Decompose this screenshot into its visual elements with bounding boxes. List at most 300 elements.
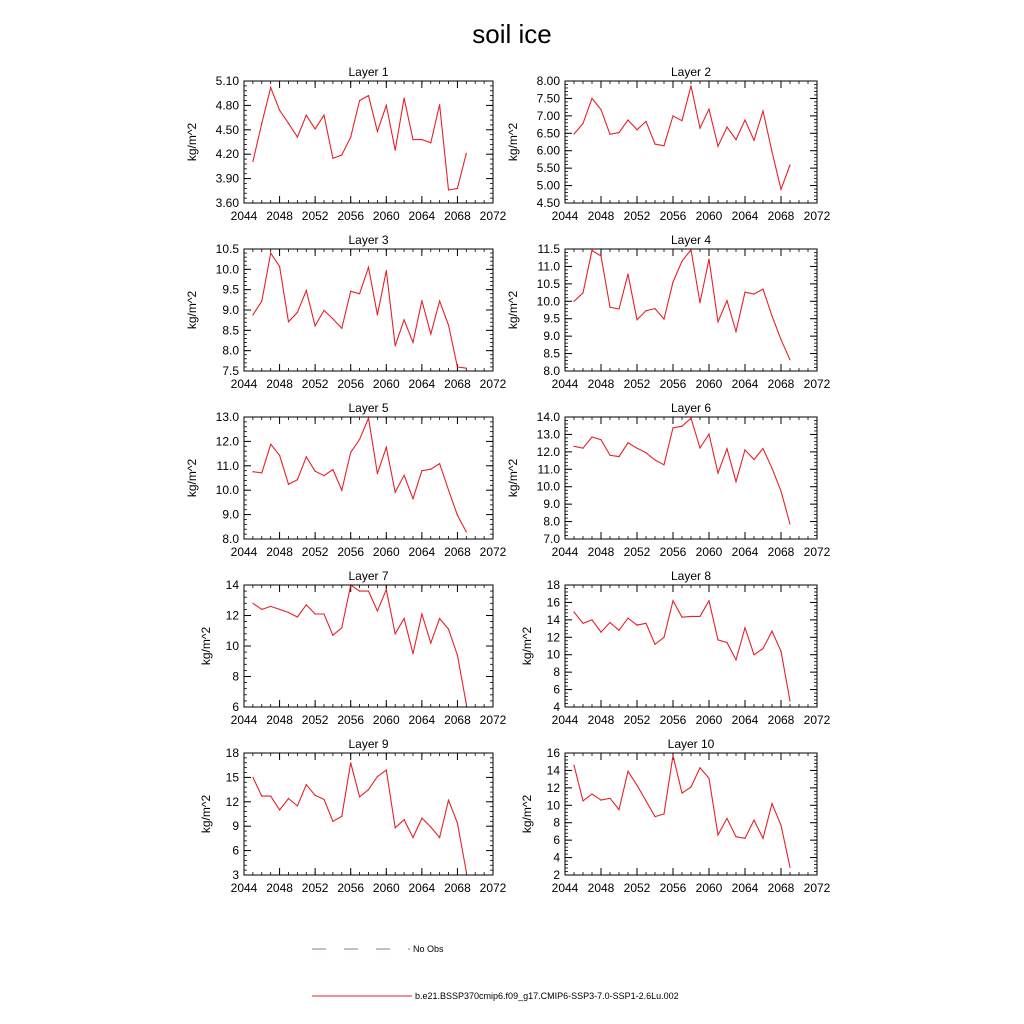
data-point xyxy=(412,139,413,140)
panel-7 xyxy=(199,569,507,727)
data-point xyxy=(699,447,700,448)
data-point xyxy=(323,115,324,116)
panel-2 xyxy=(506,65,831,223)
data-point xyxy=(600,439,601,440)
data-point xyxy=(609,455,610,456)
data-point xyxy=(359,439,360,440)
panel-title: Layer 5 xyxy=(348,401,389,415)
y-tick-label: 15 xyxy=(225,770,239,785)
y-tick-label: 14 xyxy=(546,612,560,627)
data-point xyxy=(297,805,298,806)
data-point xyxy=(636,129,637,130)
data-point xyxy=(377,776,378,777)
y-axis-label: kg/m^2 xyxy=(506,122,520,162)
y-tick-label: 10.5 xyxy=(215,242,239,256)
data-point xyxy=(261,123,262,124)
x-tick-label: 2072 xyxy=(803,713,831,727)
data-point xyxy=(645,121,646,122)
data-point xyxy=(457,188,458,189)
data-point xyxy=(672,282,673,283)
data-point xyxy=(270,796,271,797)
y-tick-label: 9.5 xyxy=(222,282,239,297)
data-point xyxy=(350,137,351,138)
x-tick-label: 2052 xyxy=(623,881,651,895)
data-point xyxy=(771,803,772,804)
plot-frame xyxy=(565,81,817,203)
data-point xyxy=(350,291,351,292)
x-tick-label: 2064 xyxy=(731,209,759,223)
x-tick-label: 2056 xyxy=(337,545,365,559)
data-point xyxy=(448,189,449,190)
data-point xyxy=(636,625,637,626)
y-tick-label: 8.00 xyxy=(536,74,560,88)
data-point xyxy=(789,359,790,360)
series-line xyxy=(253,585,466,704)
data-point xyxy=(591,250,592,251)
data-point xyxy=(368,789,369,790)
data-point xyxy=(279,110,280,111)
x-tick-label: 2044 xyxy=(230,713,258,727)
y-tick-label: 8.0 xyxy=(222,343,239,358)
y-tick-label: 7.5 xyxy=(222,364,239,378)
y-axis-label: kg/m^2 xyxy=(506,290,520,330)
data-point xyxy=(457,822,458,823)
x-tick-label: 2052 xyxy=(301,209,329,223)
data-point xyxy=(404,475,405,476)
data-point xyxy=(395,827,396,828)
data-point xyxy=(252,471,253,472)
data-point xyxy=(448,324,449,325)
data-point xyxy=(600,109,601,110)
x-tick-label: 2048 xyxy=(587,377,615,391)
data-point xyxy=(618,456,619,457)
data-point xyxy=(762,289,763,290)
data-point xyxy=(306,115,307,116)
data-point xyxy=(430,469,431,470)
data-point xyxy=(672,115,673,116)
data-point xyxy=(762,648,763,649)
data-point xyxy=(386,105,387,106)
x-tick-label: 2052 xyxy=(623,545,651,559)
data-point xyxy=(753,140,754,141)
data-point xyxy=(681,261,682,262)
x-tick-label: 2060 xyxy=(695,881,723,895)
data-point xyxy=(412,653,413,654)
data-point xyxy=(439,104,440,105)
plot-frame xyxy=(244,417,493,539)
y-tick-label: 9.5 xyxy=(543,311,560,326)
data-point xyxy=(395,150,396,151)
y-tick-label: 10.0 xyxy=(536,479,560,494)
x-tick-label: 2068 xyxy=(444,545,471,559)
data-point xyxy=(377,314,378,315)
data-point xyxy=(332,635,333,636)
data-point xyxy=(270,87,271,88)
x-tick-label: 2056 xyxy=(659,377,687,391)
data-point xyxy=(789,867,790,868)
x-tick-label: 2056 xyxy=(337,209,365,223)
y-tick-label: 18 xyxy=(546,578,560,592)
data-point xyxy=(421,613,422,614)
data-point xyxy=(573,301,574,302)
data-point xyxy=(726,448,727,449)
y-tick-label: 9.0 xyxy=(543,497,560,512)
data-point xyxy=(341,490,342,491)
data-point xyxy=(717,146,718,147)
data-point xyxy=(690,85,691,86)
y-tick-label: 8 xyxy=(553,665,560,680)
data-point xyxy=(627,119,628,120)
x-tick-label: 2068 xyxy=(767,377,795,391)
data-point xyxy=(681,426,682,427)
legend xyxy=(312,944,679,1001)
data-point xyxy=(789,523,790,524)
y-tick-label: 8.5 xyxy=(543,346,560,361)
data-point xyxy=(618,630,619,631)
series-line xyxy=(253,88,466,191)
x-tick-label: 2064 xyxy=(731,713,759,727)
x-tick-label: 2068 xyxy=(767,881,795,895)
data-point xyxy=(323,613,324,614)
data-point xyxy=(573,446,574,447)
figure-title: soil ice xyxy=(472,19,552,49)
data-point xyxy=(654,308,655,309)
x-tick-label: 2064 xyxy=(408,209,436,223)
y-axis-label: kg/m^2 xyxy=(199,626,213,666)
x-tick-label: 2064 xyxy=(731,545,759,559)
y-tick-label: 18 xyxy=(225,746,239,760)
x-tick-label: 2068 xyxy=(444,713,471,727)
data-point xyxy=(609,798,610,799)
data-point xyxy=(288,612,289,613)
data-point xyxy=(261,796,262,797)
x-tick-label: 2072 xyxy=(803,881,831,895)
x-tick-label: 2048 xyxy=(266,209,293,223)
data-point xyxy=(288,321,289,322)
data-point xyxy=(332,318,333,319)
data-point xyxy=(297,479,298,480)
y-tick-label: 10.0 xyxy=(536,294,560,309)
y-tick-label: 6.50 xyxy=(536,126,560,141)
data-point xyxy=(404,819,405,820)
data-point xyxy=(341,328,342,329)
panel-3 xyxy=(185,233,507,391)
data-point xyxy=(735,331,736,332)
panel-5 xyxy=(185,401,507,559)
y-tick-label: 11.0 xyxy=(537,259,560,274)
x-tick-label: 2044 xyxy=(230,377,258,391)
data-point xyxy=(726,300,727,301)
data-point xyxy=(726,818,727,819)
data-point xyxy=(735,836,736,837)
legend-no-obs-label: No Obs xyxy=(413,944,444,954)
data-point xyxy=(323,475,324,476)
y-tick-label: 3.90 xyxy=(215,171,239,186)
data-point xyxy=(279,809,280,810)
y-tick-label: 4.50 xyxy=(215,122,239,137)
data-point xyxy=(270,606,271,607)
panel-10 xyxy=(520,737,831,895)
y-tick-label: 4 xyxy=(553,850,560,865)
series-line xyxy=(574,756,790,868)
data-point xyxy=(717,834,718,835)
data-point xyxy=(306,604,307,605)
data-point xyxy=(600,632,601,633)
y-tick-label: 12 xyxy=(546,630,560,645)
data-point xyxy=(421,139,422,140)
data-point xyxy=(654,144,655,145)
x-tick-label: 2060 xyxy=(695,377,723,391)
y-tick-label: 13.0 xyxy=(215,410,239,424)
data-point xyxy=(636,448,637,449)
y-tick-label: 8.0 xyxy=(222,532,239,546)
x-tick-label: 2072 xyxy=(479,209,507,223)
y-tick-label: 14 xyxy=(546,763,560,778)
y-tick-label: 6.00 xyxy=(536,143,560,158)
y-tick-label: 16 xyxy=(546,595,560,610)
y-tick-label: 12 xyxy=(546,780,560,795)
data-point xyxy=(744,627,745,628)
data-point xyxy=(297,616,298,617)
data-point xyxy=(663,464,664,465)
data-point xyxy=(672,427,673,428)
data-point xyxy=(591,98,592,99)
x-tick-label: 2056 xyxy=(337,881,365,895)
data-point xyxy=(332,821,333,822)
data-point xyxy=(735,481,736,482)
data-point xyxy=(359,293,360,294)
y-axis-label: kg/m^2 xyxy=(185,290,199,330)
y-tick-label: 10.5 xyxy=(536,276,560,291)
x-tick-label: 2072 xyxy=(479,881,507,895)
data-point xyxy=(636,785,637,786)
series-line xyxy=(253,763,466,872)
data-point xyxy=(261,609,262,610)
data-point xyxy=(252,161,253,162)
data-point xyxy=(735,139,736,140)
data-point xyxy=(297,312,298,313)
data-point xyxy=(708,109,709,110)
data-point xyxy=(377,473,378,474)
data-point xyxy=(315,795,316,796)
y-axis-label: kg/m^2 xyxy=(185,458,199,498)
data-point xyxy=(645,800,646,801)
data-point xyxy=(315,471,316,472)
y-tick-label: 12.0 xyxy=(215,434,239,449)
data-point xyxy=(753,654,754,655)
x-tick-label: 2068 xyxy=(444,881,471,895)
data-point xyxy=(421,300,422,301)
data-point xyxy=(252,777,253,778)
y-tick-label: 5.10 xyxy=(215,74,239,88)
data-point xyxy=(618,308,619,309)
data-point xyxy=(261,472,262,473)
data-point xyxy=(789,700,790,701)
panel-title: Layer 3 xyxy=(348,233,389,247)
y-tick-label: 10 xyxy=(546,647,560,662)
data-point xyxy=(315,128,316,129)
data-point xyxy=(252,314,253,315)
data-point xyxy=(448,800,449,801)
x-tick-label: 2044 xyxy=(230,545,258,559)
data-point xyxy=(753,293,754,294)
x-tick-label: 2044 xyxy=(230,209,258,223)
y-tick-label: 10 xyxy=(546,798,560,813)
y-tick-label: 8 xyxy=(553,815,560,830)
x-tick-label: 2072 xyxy=(803,545,831,559)
data-point xyxy=(377,131,378,132)
data-point xyxy=(618,132,619,133)
x-tick-label: 2072 xyxy=(479,377,507,391)
data-point xyxy=(421,818,422,819)
y-tick-label: 7.00 xyxy=(536,108,560,123)
x-tick-label: 2064 xyxy=(408,881,436,895)
data-point xyxy=(404,319,405,320)
x-tick-label: 2072 xyxy=(803,377,831,391)
data-point xyxy=(279,609,280,610)
data-point xyxy=(780,491,781,492)
data-point xyxy=(726,642,727,643)
y-tick-label: 4.80 xyxy=(215,98,239,113)
data-point xyxy=(735,659,736,660)
data-point xyxy=(753,820,754,821)
data-point xyxy=(341,627,342,628)
x-tick-label: 2056 xyxy=(659,881,687,895)
data-point xyxy=(368,417,369,418)
data-point xyxy=(270,444,271,445)
data-point xyxy=(332,469,333,470)
data-point xyxy=(297,137,298,138)
data-point xyxy=(395,345,396,346)
data-point xyxy=(448,489,449,490)
data-point xyxy=(672,755,673,756)
x-tick-label: 2064 xyxy=(408,545,436,559)
data-point xyxy=(645,623,646,624)
y-tick-label: 5.50 xyxy=(536,161,560,176)
panel-1 xyxy=(185,65,507,223)
y-tick-label: 6 xyxy=(232,700,239,714)
data-point xyxy=(404,618,405,619)
x-tick-label: 2052 xyxy=(301,545,329,559)
data-point xyxy=(439,837,440,838)
data-point xyxy=(582,448,583,449)
x-tick-label: 2064 xyxy=(731,881,759,895)
data-point xyxy=(726,126,727,127)
data-point xyxy=(762,110,763,111)
data-point xyxy=(672,600,673,601)
panel-title: Layer 4 xyxy=(670,233,712,247)
data-point xyxy=(395,633,396,634)
y-tick-label: 6 xyxy=(553,833,560,848)
data-point xyxy=(690,786,691,787)
data-point xyxy=(744,449,745,450)
data-point xyxy=(341,816,342,817)
data-point xyxy=(654,816,655,817)
x-tick-label: 2068 xyxy=(767,209,795,223)
x-tick-label: 2044 xyxy=(551,545,579,559)
data-point xyxy=(270,253,271,254)
y-tick-label: 8 xyxy=(232,669,239,684)
data-point xyxy=(771,468,772,469)
data-point xyxy=(439,463,440,464)
y-tick-label: 4.50 xyxy=(536,196,560,210)
x-tick-label: 2072 xyxy=(479,713,507,727)
data-point xyxy=(457,366,458,367)
panel-9 xyxy=(199,737,507,895)
x-tick-label: 2056 xyxy=(337,377,365,391)
y-tick-label: 11.5 xyxy=(537,242,560,256)
x-tick-label: 2068 xyxy=(767,545,795,559)
data-point xyxy=(663,319,664,320)
data-point xyxy=(681,120,682,121)
y-tick-label: 16 xyxy=(546,746,560,760)
y-tick-label: 2 xyxy=(553,868,560,882)
data-point xyxy=(582,623,583,624)
data-point xyxy=(582,123,583,124)
series-line xyxy=(253,253,466,368)
data-point xyxy=(717,321,718,322)
data-point xyxy=(780,339,781,340)
data-point xyxy=(448,629,449,630)
data-point xyxy=(395,492,396,493)
x-tick-label: 2060 xyxy=(372,713,400,727)
data-point xyxy=(350,762,351,763)
data-point xyxy=(306,784,307,785)
data-point xyxy=(359,591,360,592)
data-point xyxy=(386,270,387,271)
data-point xyxy=(699,616,700,617)
data-point xyxy=(627,274,628,275)
x-tick-label: 2048 xyxy=(266,377,293,391)
y-tick-label: 12.0 xyxy=(536,444,560,459)
x-tick-label: 2052 xyxy=(301,713,329,727)
x-tick-label: 2048 xyxy=(266,881,293,895)
data-point xyxy=(412,498,413,499)
x-tick-label: 2060 xyxy=(372,545,400,559)
y-axis-label: kg/m^2 xyxy=(520,626,534,666)
data-point xyxy=(386,447,387,448)
y-axis-label: kg/m^2 xyxy=(185,122,199,162)
data-point xyxy=(279,455,280,456)
data-point xyxy=(717,473,718,474)
data-point xyxy=(771,631,772,632)
panel-title: Layer 1 xyxy=(348,65,389,79)
legend-model-label: b.e21.BSSP370cmip6.f09_g17.CMIP6-SSP3-7.0-SSP1-2.6Lu.002 xyxy=(415,991,679,1001)
data-point xyxy=(315,325,316,326)
y-tick-label: 8.5 xyxy=(222,323,239,338)
data-point xyxy=(708,434,709,435)
data-point xyxy=(466,368,467,369)
data-point xyxy=(359,796,360,797)
panel-8 xyxy=(520,569,831,727)
x-tick-label: 2044 xyxy=(230,881,258,895)
data-point xyxy=(609,622,610,623)
data-point xyxy=(386,770,387,771)
data-point xyxy=(654,459,655,460)
x-tick-label: 2048 xyxy=(587,209,615,223)
panels xyxy=(185,65,831,895)
data-point xyxy=(591,619,592,620)
x-tick-label: 2044 xyxy=(551,881,579,895)
series-line xyxy=(253,418,466,532)
y-tick-label: 12 xyxy=(225,794,239,809)
x-tick-label: 2048 xyxy=(587,545,615,559)
x-tick-label: 2064 xyxy=(408,377,436,391)
data-point xyxy=(699,302,700,303)
x-tick-label: 2052 xyxy=(623,209,651,223)
y-tick-label: 14 xyxy=(225,578,239,592)
data-point xyxy=(609,134,610,135)
